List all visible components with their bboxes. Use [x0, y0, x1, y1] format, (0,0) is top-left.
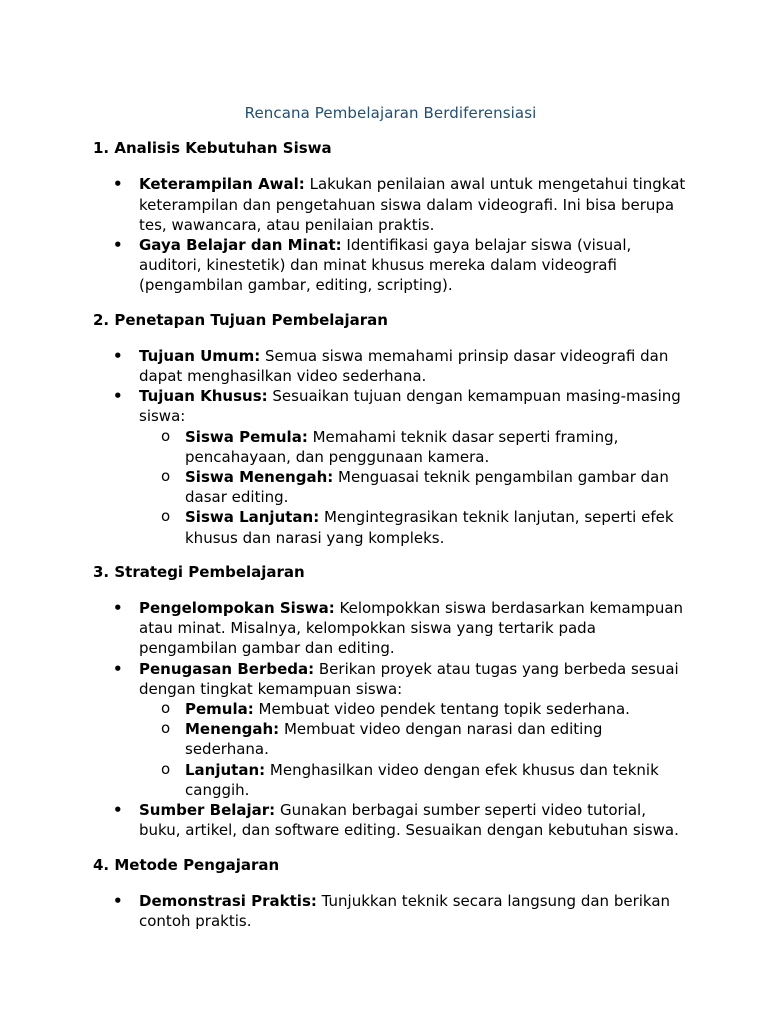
bullet-list: [93, 174, 688, 295]
subitem-label: Siswa Lanjutan:: [185, 508, 320, 527]
subitem-text: Memahami teknik dasar seperti framing, pencahayaan, dan penggunaan kamera.: [185, 427, 619, 466]
sub-list-item: [139, 719, 688, 759]
section-metode-pengajaran: [93, 855, 688, 932]
subitem-text: Menghasilkan video dengan efek khusus dan teknik canggih.: [185, 760, 659, 799]
list-item: [93, 346, 688, 386]
section-penetapan-tujuan: [93, 310, 688, 548]
section-heading: 4. Metode Pengajaran: [93, 855, 280, 874]
subitem-text: Membuat video pendek tentang topik sederhana.: [253, 700, 630, 719]
list-item: [93, 659, 688, 800]
bullet-list: [93, 598, 688, 840]
bullet-icon: •: [113, 175, 123, 194]
item-label: Demonstrasi Praktis:: [139, 891, 317, 910]
list-item: [93, 598, 688, 659]
item-text: Semua siswa memahami prinsip dasar videografi dan dapat menghasilkan video sederhana.: [139, 346, 669, 386]
subitem-label: Siswa Pemula:: [185, 427, 308, 446]
item-text: Berikan proyek atau tugas yang berbeda sesuai dengan tingkat kemampuan siswa:: [139, 659, 679, 698]
section-analisis-kebutuhan: [93, 138, 688, 295]
bullet-icon: •: [113, 599, 123, 618]
subitem-text: Menguasai teknik pengambilan gambar dan dasar editing.: [185, 468, 669, 507]
item-text: Gunakan berbagai sumber seperti video tutorial, buku, artikel, dan software editing. Sesuaikan dengan kebutuhan siswa.: [139, 801, 679, 840]
document-title: Rencana Pembelajaran Berdiferensiasi: [244, 104, 537, 122]
list-item: [93, 891, 688, 931]
bullet-icon: •: [113, 801, 123, 820]
circle-bullet-icon: o: [161, 467, 171, 486]
list-item: [93, 800, 688, 840]
sub-list-item: [139, 467, 688, 507]
circle-bullet-icon: o: [161, 507, 171, 526]
item-label: Sumber Belajar:: [139, 801, 276, 820]
sub-list-item: [139, 427, 688, 467]
subitem-label: Pemula:: [185, 700, 254, 719]
circle-bullet-icon: o: [161, 759, 171, 778]
list-item: [93, 174, 688, 235]
bullet-icon: •: [113, 346, 123, 365]
section-heading: 3. Strategi Pembelajaran: [93, 562, 305, 581]
circle-bullet-icon: o: [161, 719, 171, 738]
section-heading: 2. Penetapan Tujuan Pembelajaran: [93, 310, 388, 329]
list-item: [93, 386, 688, 548]
item-text: Sesuaikan tujuan dengan kemampuan masing-masing siswa:: [139, 387, 681, 426]
item-label: Keterampilan Awal:: [139, 175, 305, 194]
sub-list-item: [139, 699, 688, 719]
item-label: Pengelompokan Siswa:: [139, 599, 335, 618]
subitem-label: Lanjutan:: [185, 760, 266, 779]
list-item: [93, 235, 688, 296]
item-label: Penugasan Berbeda:: [139, 659, 315, 678]
item-text: Lakukan penilaian awal untuk mengetahui tingkat keterampilan dan pengetahuan siswa dalam videografi. Ini bisa berupa tes, wawancara, atau penilaian praktis.: [139, 175, 686, 234]
circle-bullet-icon: o: [161, 426, 171, 445]
subitem-label: Siswa Menengah:: [185, 468, 334, 487]
subitem-text: Mengintegrasikan teknik lanjutan, seperti efek khusus dan narasi yang kompleks.: [185, 508, 674, 547]
circle-bullet-icon: o: [161, 699, 171, 718]
subitem-text: Membuat video dengan narasi dan editing sederhana.: [185, 720, 603, 759]
section-strategi-pembelajaran: [93, 562, 688, 841]
bullet-icon: •: [113, 659, 123, 678]
bullet-icon: •: [113, 387, 123, 406]
subitem-label: Menengah:: [185, 720, 280, 739]
sub-list-item: [139, 507, 688, 547]
sub-bullet-list: [139, 427, 688, 548]
bullet-icon: •: [113, 891, 123, 910]
item-label: Tujuan Khusus:: [139, 387, 268, 406]
item-label: Gaya Belajar dan Minat:: [139, 236, 342, 255]
item-label: Tujuan Umum:: [139, 346, 261, 365]
bullet-icon: •: [113, 236, 123, 255]
item-text: Identifikasi gaya belajar siswa (visual, auditori, kinestetik) dan minat khusus mereka dalam videografi (pengambilan gambar, editing, scripting).: [139, 236, 632, 295]
bullet-list: [93, 346, 688, 548]
bullet-list: [93, 891, 688, 931]
section-heading: 1. Analisis Kebutuhan Siswa: [93, 139, 332, 158]
sub-bullet-list: [139, 699, 688, 800]
item-text: Kelompokkan siswa berdasarkan kemampuan atau minat. Misalnya, kelompokkan siswa yang tertarik pada pengambilan gambar dan editing.: [139, 599, 684, 658]
sub-list-item: [139, 760, 688, 800]
item-text: Tunjukkan teknik secara langsung dan berikan contoh praktis.: [139, 891, 671, 930]
